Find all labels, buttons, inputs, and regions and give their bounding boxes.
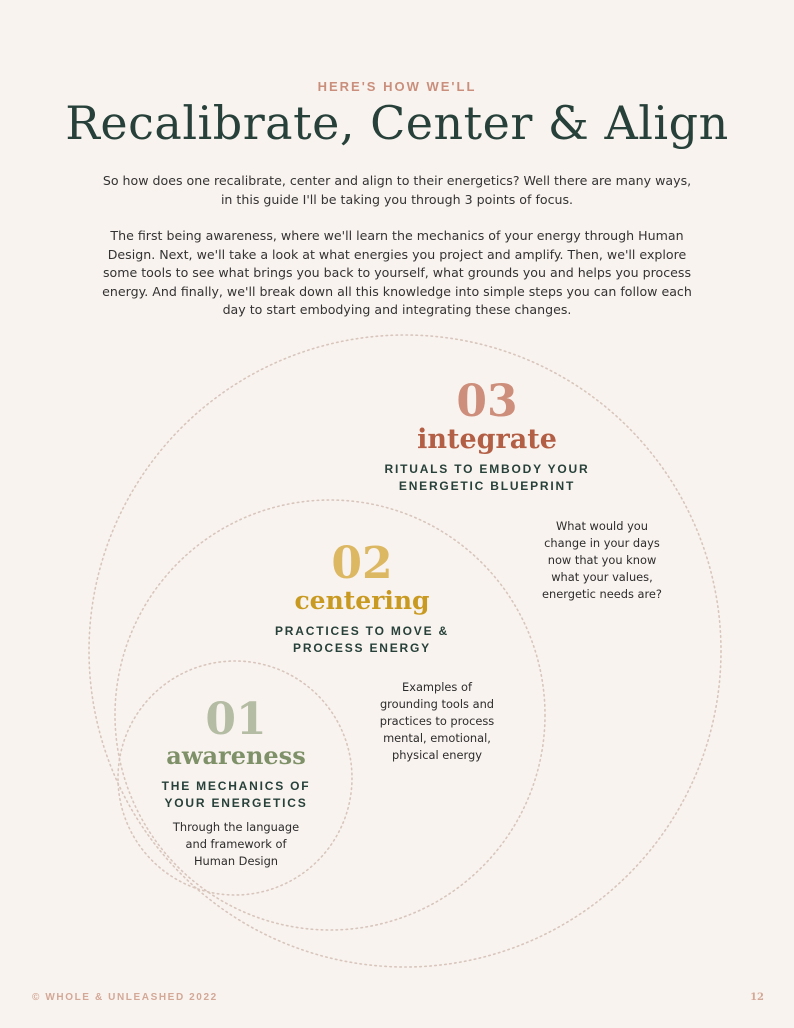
eyebrow-heading: HERE'S HOW WE'LL <box>317 79 477 94</box>
step-note-awareness: Through the language and framework of Human Design <box>172 820 300 868</box>
step-note-integrate: What would you change in your days now that you know what your values, energetic needs are? <box>542 519 662 601</box>
intro-paragraph-1: So how does one recalibrate, center and align to their energetics? Well there are many ways, in this guide I'll be taking you through 3 points of focus. <box>102 173 692 207</box>
step-subtitle-line-1: RITUALS TO EMBODY YOUR <box>384 462 590 476</box>
step-word: centering <box>294 586 430 615</box>
step-subtitle-line-1: THE MECHANICS OF <box>161 779 311 793</box>
step-integrate <box>357 376 617 495</box>
step-word: awareness <box>166 741 306 770</box>
step-note-centering: Examples of grounding tools and practices to process mental, emotional, physical energy <box>379 680 495 762</box>
step-subtitle <box>232 623 492 657</box>
page-title: Recalibrate, Center & Align <box>65 96 729 150</box>
step-number: 02 <box>331 538 393 589</box>
intro-paragraph-2: The first being awareness, where we'll learn the mechanics of your energy through Human Design. Next, we'll take a look at what energies you project and amplify. Then, we'll explore some tools to see what brings you back to yourself, what grounds you and helps you process energy. And finally, we'll break down all this knowledge into simple steps you can follow each day to start embodying and integrating these changes. <box>102 228 692 317</box>
step-subtitle <box>357 461 617 495</box>
step-word: integrate <box>417 424 557 455</box>
step-centering <box>232 538 492 657</box>
page-number: 12 <box>750 992 764 1003</box>
step-subtitle-line-2: ENERGETIC BLUEPRINT <box>398 479 576 493</box>
step-subtitle-line-2: PROCESS ENERGY <box>293 641 431 655</box>
step-subtitle-line-1: PRACTICES TO MOVE & <box>275 624 449 638</box>
step-subtitle-line-2: YOUR ENERGETICS <box>164 796 308 810</box>
footer-copyright: © WHOLE & UNLEASHED 2022 <box>32 992 218 1003</box>
step-awareness <box>136 694 336 812</box>
step-number: 03 <box>456 376 518 427</box>
step-subtitle <box>136 778 336 812</box>
step-number: 01 <box>205 694 267 745</box>
